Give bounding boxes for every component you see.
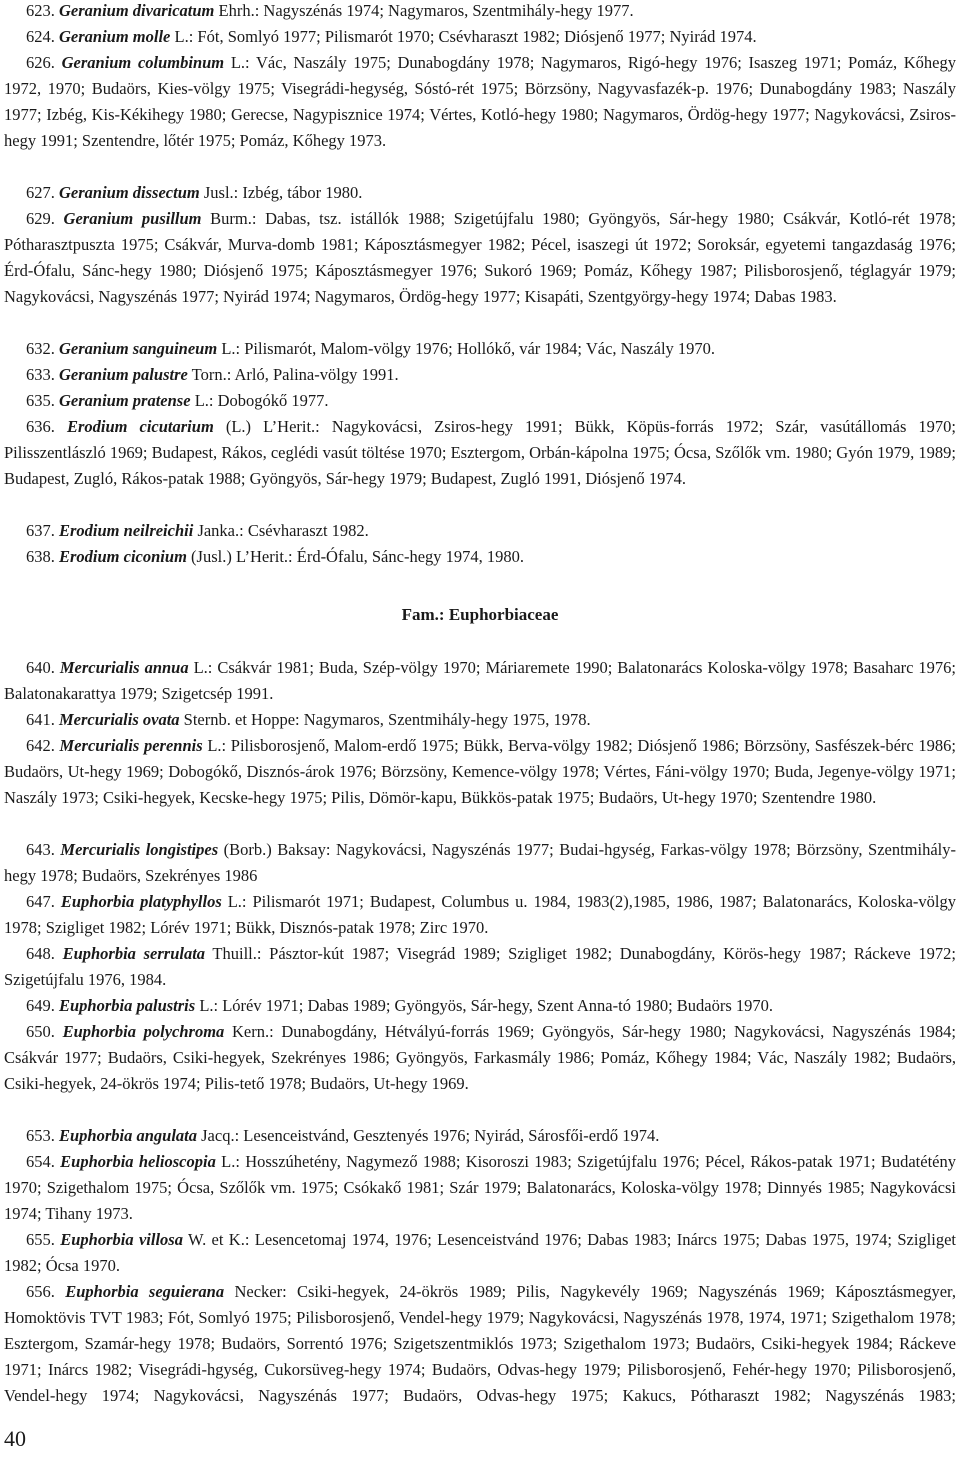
entry-626: 626. Geranium columbinum L.: Vác, Naszály 1975; Dunabogdány 1978; Nagymaros, Rigó-hegy 1976; Isaszeg 1971; Pomáz, Kőhegy 1972, 1970; Budaörs, Kies-völgy 1975; Visegrádi-hegység, Sóstó-rét 1975; Börzsöny, Nagyvasfazék-p. 1976; Dunabogdány 1983; Naszály 1977; Izbég, Kis-Kékihegy 1980; Gerecse, Nagypisznice 1974; Vértes, Kotló-hegy 1980; Nagymaros, Ördög-hegy 1977; Nagykovácsi, Zsiros-hegy 1991; Szentendre, lőtér 1975; Pomáz, Kőhegy 1973. bbox=[4, 53, 956, 151]
entry-640: 640. Mercurialis annua L.: Csákvár 1981; Buda, Szép-völgy 1970; Máriaremete 1990; Balatonarács Koloska-völgy 1978; Basaharc 1976; Balatonakarattya 1979; Szigetcsép 1991. bbox=[4, 658, 957, 704]
species-name: Mercurialis ovata bbox=[59, 710, 180, 729]
species-name: Geranium dissectum bbox=[59, 183, 200, 202]
entry-624: 624. Geranium molle L.: Fót, Somlyó 1977; Pilismarót 1970; Csévharaszt 1982; Diósjenő 1977; Nyirád 1974. bbox=[26, 27, 757, 46]
species-name: Mercurialis longistipes bbox=[60, 840, 219, 859]
species-name: Geranium pusillum bbox=[63, 209, 202, 228]
entry-632: 632. Geranium sanguineum L.: Pilismarót, Malom-völgy 1976; Hollókő, vár 1984; Vác, Naszály 1970. bbox=[26, 339, 716, 358]
entry-654: 654. Euphorbia helioscopia L.: Hosszúhetény, Nagymező 1988; Kisoroszi 1983; Szigetújfalu 1976; Pécel, Rákos-patak 1971; Budatétény 1970; Szigethalom 1975; Ócsa, Szőlők vm. 1975; Csókakő 1981; Szár 1979; Balatonarács, Koloska-völgy 1978; Dinnyés 1985; Nagykovácsi 1974; Tihany 1973. bbox=[4, 1152, 956, 1224]
species-name: Euphorbia villosa bbox=[60, 1230, 183, 1249]
entry-641: 641. Mercurialis ovata Sternb. et Hoppe: Nagymaros, Szentmihály-hegy 1975, 1978. bbox=[26, 710, 591, 729]
species-name: Erodium ciconium bbox=[59, 547, 187, 566]
species-name: Euphorbia angulata bbox=[59, 1126, 198, 1145]
entry-655: 655. Euphorbia villosa W. et K.: Lesencetomaj 1974, 1976; Lesenceistvánd 1976; Dabas 1983; Inárcs 1975; Dabas 1975, 1974; Szigliget 1982; Ócsa 1970. bbox=[4, 1230, 956, 1276]
entry-637: 637. Erodium neilreichii Janka.: Csévharaszt 1982. bbox=[26, 521, 369, 540]
entry-656: 656. Euphorbia seguierana Necker: Csiki-hegyek, 24-ökrös 1989; Pilis, Nagykevély 1969; Nagyszénás 1969; Káposztásmegyer, Homoktövis TVT 1983; Fót, Somlyó 1975; Pilisborosjenő, Vendel-hegy 1979; Nagykovácsi, Nagyszénás 1978, 1974, 1971; Szigethalom 1978; Esztergom, Szamár-hegy 1978; Budaörs, Sorrentó 1976; Szigetszentmiklós 1973; Szigethalom 1973; Budaörs, Csiki-hegyek 1984; Ráckeve 1971; Inárcs 1982; Visegrádi-hgység, Cukorsüveg-hegy 1974; Budaörs, Odvas-hegy 1979; Pilisborosjenő, Fehér-hegy 1970; Pilisborosjenő, Vendel-hegy 1974; Nagykovácsi, Nagyszénás 1977; Budaörs, Odvas-hegy 1975; Kakucs, Pótharaszt 1982; Nagyszénás 1983; bbox=[4, 1282, 956, 1406]
species-name: Euphorbia polychroma bbox=[62, 1022, 225, 1041]
species-name: Mercurialis annua bbox=[59, 658, 189, 677]
entry-629: 629. Geranium pusillum Burm.: Dabas, tsz. istállók 1988; Szigetújfalu 1980; Gyöngyös, Sár-hegy 1980; Csákvár, Kotló-rét 1978; Pótharasztpuszta 1975; Csákvár, Murva-domb 1981; Káposztásmegyer 1982; Pécel, isaszegi út 1972; Soroksár, egyetemi tangazdaság 1976; Érd-Ófalu, Sánc-hegy 1980; Diósjenő 1975; Káposztásmegyer 1976; Sukoró 1969; Pomáz, Kőhegy 1987; Pilisborosjenő, téglagyár 1979; Nagykovácsi, Nagyszénás 1977; Nyirád 1974; Nagymaros, Ördög-hegy 1977; Kisapáti, Szentgyörgy-hegy 1974; Dabas 1983. bbox=[4, 209, 957, 307]
entry-648: 648. Euphorbia serrulata Thuill.: Pásztor-kút 1987; Visegrád 1989; Szigliget 1982; Dunabogdány, Körös-hegy 1987; Ráckeve 1972; Szigetújfalu 1976, 1984. bbox=[4, 944, 956, 990]
species-name: Euphorbia seguierana bbox=[65, 1282, 225, 1301]
species-name: Euphorbia serrulata bbox=[62, 944, 206, 963]
species-name: Geranium molle bbox=[59, 27, 171, 46]
species-name: Erodium cicutarium bbox=[66, 417, 214, 436]
page-number: 40 bbox=[4, 1426, 26, 1451]
entry-633: 633. Geranium palustre Torn.: Arló, Palina-völgy 1991. bbox=[26, 365, 399, 384]
entry-627: 627. Geranium dissectum Jusl.: Izbég, tábor 1980. bbox=[26, 183, 363, 202]
species-name: Euphorbia platyphyllos bbox=[60, 892, 222, 911]
family-heading: Fam.: Euphorbiaceae bbox=[401, 605, 559, 624]
entry-623: 623. Geranium divaricatum Ehrh.: Nagyszénás 1974; Nagymaros, Szentmihály-hegy 1977. bbox=[26, 1, 634, 20]
entry-647: 647. Euphorbia platyphyllos L.: Pilismarót 1971; Budapest, Columbus u. 1984, 1983(2),1985, 1986, 1987; Balatonarács, Koloska-völgy 1978; Szigliget 1982; Lórév 1971; Bükk, Disznós-patak 1978; Zirc 1970. bbox=[4, 892, 957, 938]
entry-638: 638. Erodium ciconium (Jusl.) L’Herit.: Érd-Ófalu, Sánc-hegy 1974, 1980. bbox=[26, 547, 525, 566]
entry-642: 642. Mercurialis perennis L.: Pilisborosjenő, Malom-erdő 1975; Bükk, Berva-völgy 1982; Diósjenő 1986; Börzsöny, Sasfészek-bérc 1986; Budaörs, Ut-hegy 1969; Dobogókő, Disznós-árok 1976; Börzsöny, Kemence-völgy 1978; Vértes, Fáni-völgy 1970; Buda, Jegenye-völgy 1971; Naszály 1973; Csiki-hegyek, Kecske-hegy 1975; Pilis, Dömör-kapu, Bükkös-patak 1975; Budaörs, Ut-hegy 1970; Szentendre 1980. bbox=[4, 736, 957, 808]
entry-636: 636. Erodium cicutarium (L.) L’Herit.: Nagykovácsi, Zsiros-hegy 1991; Bükk, Köpüs-forrás 1972; Szár, vasútállomás 1970; Pilisszentlászló 1969; Budapest, Rákos, ceglédi vasút töltése 1970; Esztergom, Orbán-kápolna 1975; Ócsa, Szőlők vm. 1980; Gyón 1979, 1989; Budapest, Zugló, Rákos-patak 1988; Gyöngyös, Sár-hegy 1979; Budapest, Zugló 1991, Diósjenő 1974. bbox=[4, 417, 957, 489]
entry-649: 649. Euphorbia palustris L.: Lórév 1971; Dabas 1989; Gyöngyös, Sár-hegy, Szent Anna-tó 1980; Budaörs 1970. bbox=[26, 996, 774, 1015]
species-name: Euphorbia palustris bbox=[59, 996, 196, 1015]
species-name: Geranium sanguineum bbox=[59, 339, 218, 358]
species-name: Geranium pratense bbox=[59, 391, 191, 410]
species-name: Euphorbia helioscopia bbox=[60, 1152, 216, 1171]
entry-643: 643. Mercurialis longistipes (Borb.) Baksay: Nagykovácsi, Nagyszénás 1977; Budai-hgység, Farkas-völgy 1978; Börzsöny, Szentmihály-hegy 1978; Budaörs, Szekrényes 1986 bbox=[4, 840, 956, 886]
species-name: Geranium divaricatum bbox=[59, 1, 215, 20]
species-name: Mercurialis perennis bbox=[59, 736, 203, 755]
species-name: Geranium columbinum bbox=[61, 53, 225, 72]
species-name: Geranium palustre bbox=[59, 365, 188, 384]
entry-653: 653. Euphorbia angulata Jacq.: Lesenceistvánd, Gesztenyés 1976; Nyirád, Sárosfői-erdő 1974. bbox=[26, 1126, 660, 1145]
species-name: Erodium neilreichii bbox=[59, 521, 194, 540]
entry-650: 650. Euphorbia polychroma Kern.: Dunabogdány, Hétvályú-forrás 1969; Gyöngyös, Sár-hegy 1980; Nagykovácsi, Nagyszénás 1984; Csákvár 1977; Budaörs, Csiki-hegyek, Szekrényes 1986; Gyöngyös, Farkasmály 1986; Pomáz, Kőhegy 1984; Vác, Naszály 1982; Budaörs, Csiki-hegyek, 24-ökrös 1974; Pilis-tető 1978; Budaörs, Ut-hegy 1969. bbox=[4, 1022, 957, 1094]
entry-635: 635. Geranium pratense L.: Dobogókő 1977. bbox=[26, 391, 329, 410]
